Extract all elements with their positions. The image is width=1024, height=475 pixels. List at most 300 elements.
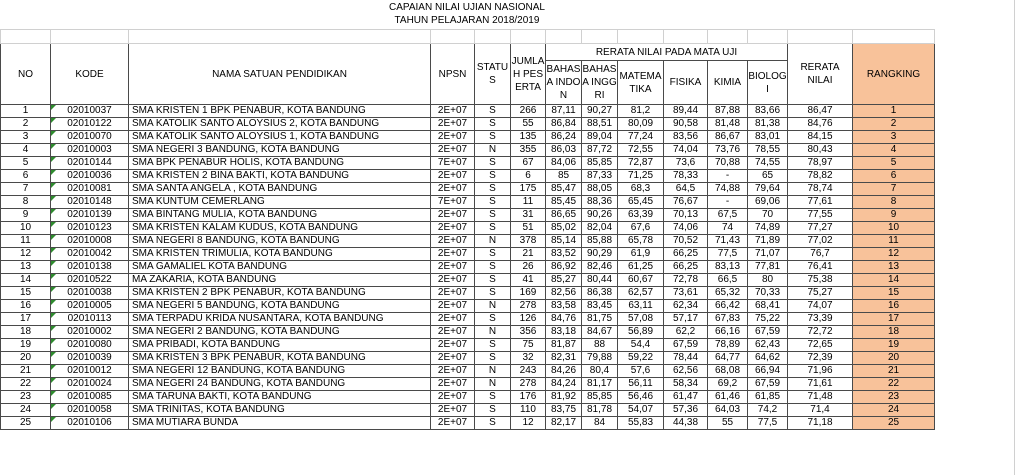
cell-rangking[interactable]: 7: [853, 183, 935, 196]
cell-status[interactable]: S: [475, 131, 511, 144]
cell-bahasa-inggris[interactable]: 84,67: [582, 326, 618, 339]
cell-no[interactable]: 10: [1, 222, 51, 235]
cell-no[interactable]: 20: [1, 352, 51, 365]
cell-nama[interactable]: SMA KRISTEN 1 BPK PENABUR, KOTA BANDUNG: [129, 105, 431, 118]
cell-no[interactable]: 4: [1, 144, 51, 157]
cell-bahasa-inggris[interactable]: 85,85: [582, 391, 618, 404]
cell-biologi[interactable]: 68,41: [748, 300, 788, 313]
cell-biologi[interactable]: 71,89: [748, 235, 788, 248]
cell-kode[interactable]: 02010012: [51, 365, 129, 378]
cell-biologi[interactable]: 70: [748, 209, 788, 222]
cell-kode[interactable]: 02010002: [51, 326, 129, 339]
table-row[interactable]: [1, 365, 935, 378]
cell-kode[interactable]: 02010024: [51, 378, 129, 391]
cell-matematika[interactable]: 54,4: [618, 339, 664, 352]
cell-jumlah[interactable]: 51: [511, 222, 546, 235]
cell-npsn[interactable]: 2E+07: [431, 313, 475, 326]
cell-kimia[interactable]: 65,32: [708, 287, 748, 300]
cell-bahasa-inggris[interactable]: 82,04: [582, 222, 618, 235]
cell-biologi[interactable]: 83,01: [748, 131, 788, 144]
cell-status[interactable]: N: [475, 300, 511, 313]
cell-fisika[interactable]: 72,78: [664, 274, 708, 287]
cell-no[interactable]: 6: [1, 170, 51, 183]
cell-npsn[interactable]: 2E+07: [431, 326, 475, 339]
cell-matematika[interactable]: 72,55: [618, 144, 664, 157]
cell-bahasa-indonesia[interactable]: 85,02: [546, 222, 582, 235]
cell-nama[interactable]: SMA SANTA ANGELA , KOTA BANDUNG: [129, 183, 431, 196]
table-row[interactable]: [1, 196, 935, 209]
header-kode[interactable]: KODE: [51, 44, 129, 105]
cell-bahasa-indonesia[interactable]: 83,18: [546, 326, 582, 339]
cell-kimia[interactable]: 70,88: [708, 157, 748, 170]
cell-npsn[interactable]: 2E+07: [431, 365, 475, 378]
table-row[interactable]: [1, 222, 935, 235]
cell-matematika[interactable]: 56,89: [618, 326, 664, 339]
cell-status[interactable]: S: [475, 183, 511, 196]
cell-bahasa-indonesia[interactable]: 82,56: [546, 287, 582, 300]
cell-nama[interactable]: SMA KRISTEN TRIMULIA, KOTA BANDUNG: [129, 248, 431, 261]
cell-bahasa-indonesia[interactable]: 86,03: [546, 144, 582, 157]
cell-bahasa-inggris[interactable]: 79,88: [582, 352, 618, 365]
cell-nama[interactable]: SMA KATOLIK SANTO ALOYSIUS 1, KOTA BANDUNG: [129, 131, 431, 144]
cell-biologi[interactable]: 74,55: [748, 157, 788, 170]
table-row[interactable]: [1, 183, 935, 196]
cell-bahasa-indonesia[interactable]: 86,84: [546, 118, 582, 131]
cell-biologi[interactable]: 61,85: [748, 391, 788, 404]
cell-no[interactable]: 1: [1, 105, 51, 118]
cell-bahasa-indonesia[interactable]: 82,17: [546, 417, 582, 430]
cell-bahasa-indonesia[interactable]: 81,87: [546, 339, 582, 352]
cell-bahasa-indonesia[interactable]: 85,14: [546, 235, 582, 248]
cell-kimia[interactable]: 86,67: [708, 131, 748, 144]
cell-bahasa-inggris[interactable]: 88: [582, 339, 618, 352]
cell-status[interactable]: S: [475, 209, 511, 222]
cell-bahasa-indonesia[interactable]: 84,24: [546, 378, 582, 391]
table-row[interactable]: [1, 391, 935, 404]
cell-kode[interactable]: 02010058: [51, 404, 129, 417]
cell-bahasa-inggris[interactable]: 88,36: [582, 196, 618, 209]
cell-bahasa-indonesia[interactable]: 84,26: [546, 365, 582, 378]
table-row[interactable]: [1, 209, 935, 222]
cell-fisika[interactable]: 90,58: [664, 118, 708, 131]
cell-npsn[interactable]: 2E+07: [431, 287, 475, 300]
cell-status[interactable]: S: [475, 417, 511, 430]
header-status[interactable]: STATUS: [475, 44, 511, 105]
cell-jumlah[interactable]: 175: [511, 183, 546, 196]
cell-rerata[interactable]: 78,82: [788, 170, 853, 183]
cell-bahasa-indonesia[interactable]: 81,92: [546, 391, 582, 404]
cell-matematika[interactable]: 56,11: [618, 378, 664, 391]
cell-kimia[interactable]: 55: [708, 417, 748, 430]
cell-bahasa-inggris[interactable]: 81,17: [582, 378, 618, 391]
cell-bahasa-indonesia[interactable]: 83,52: [546, 248, 582, 261]
cell-fisika[interactable]: 62,56: [664, 365, 708, 378]
table-row[interactable]: [1, 131, 935, 144]
cell-jumlah[interactable]: 41: [511, 274, 546, 287]
cell-kimia[interactable]: 64,77: [708, 352, 748, 365]
cell-bahasa-inggris[interactable]: 81,78: [582, 404, 618, 417]
header-rerata-nilai[interactable]: RERATA NILAI: [788, 44, 853, 105]
table-row[interactable]: [1, 170, 935, 183]
cell-npsn[interactable]: 2E+07: [431, 352, 475, 365]
cell-bahasa-indonesia[interactable]: 85,45: [546, 196, 582, 209]
cell-status[interactable]: S: [475, 287, 511, 300]
cell-npsn[interactable]: 2E+07: [431, 144, 475, 157]
cell-biologi[interactable]: 83,66: [748, 105, 788, 118]
cell-biologi[interactable]: 75,22: [748, 313, 788, 326]
cell-matematika[interactable]: 54,07: [618, 404, 664, 417]
cell-rerata[interactable]: 74,07: [788, 300, 853, 313]
header-bahasa-inggris[interactable]: BAHASA INGGRI: [582, 61, 618, 105]
cell-kimia[interactable]: 64,03: [708, 404, 748, 417]
cell-kode[interactable]: 02010122: [51, 118, 129, 131]
cell-status[interactable]: S: [475, 339, 511, 352]
cell-kode[interactable]: 02010005: [51, 300, 129, 313]
cell-kode[interactable]: 02010139: [51, 209, 129, 222]
cell-nama[interactable]: SMA BPK PENABUR HOLIS, KOTA BANDUNG: [129, 157, 431, 170]
cell-kode[interactable]: 02010008: [51, 235, 129, 248]
cell-fisika[interactable]: 61,47: [664, 391, 708, 404]
cell-npsn[interactable]: 7E+07: [431, 196, 475, 209]
cell-fisika[interactable]: 62,2: [664, 326, 708, 339]
cell-bahasa-inggris[interactable]: 85,88: [582, 235, 618, 248]
table-row[interactable]: [1, 157, 935, 170]
cell-no[interactable]: 17: [1, 313, 51, 326]
cell-rerata[interactable]: 72,39: [788, 352, 853, 365]
cell-bahasa-indonesia[interactable]: 85,27: [546, 274, 582, 287]
cell-rangking[interactable]: 20: [853, 352, 935, 365]
cell-jumlah[interactable]: 278: [511, 378, 546, 391]
cell-fisika[interactable]: 70,52: [664, 235, 708, 248]
cell-jumlah[interactable]: 11: [511, 196, 546, 209]
cell-bahasa-inggris[interactable]: 88,05: [582, 183, 618, 196]
cell-status[interactable]: S: [475, 118, 511, 131]
cell-fisika[interactable]: 58,34: [664, 378, 708, 391]
cell-npsn[interactable]: 2E+07: [431, 222, 475, 235]
table-row[interactable]: [1, 326, 935, 339]
cell-status[interactable]: N: [475, 326, 511, 339]
cell-status[interactable]: S: [475, 170, 511, 183]
cell-rerata[interactable]: 76,7: [788, 248, 853, 261]
cell-kimia[interactable]: 83,13: [708, 261, 748, 274]
cell-kode[interactable]: 02010106: [51, 417, 129, 430]
cell-nama[interactable]: SMA TRINITAS, KOTA BANDUNG: [129, 404, 431, 417]
cell-biologi[interactable]: 65: [748, 170, 788, 183]
cell-kimia[interactable]: 66,16: [708, 326, 748, 339]
cell-rerata[interactable]: 84,76: [788, 118, 853, 131]
cell-rerata[interactable]: 84,15: [788, 131, 853, 144]
cell-no[interactable]: 2: [1, 118, 51, 131]
cell-npsn[interactable]: 2E+07: [431, 391, 475, 404]
cell-rerata[interactable]: 75,38: [788, 274, 853, 287]
cell-biologi[interactable]: 81,38: [748, 118, 788, 131]
cell-jumlah[interactable]: 26: [511, 261, 546, 274]
cell-status[interactable]: N: [475, 365, 511, 378]
cell-npsn[interactable]: 2E+07: [431, 248, 475, 261]
header-matematika[interactable]: MATEMATIKA: [618, 61, 664, 105]
header-jumlah[interactable]: JUMLAH PESERTA: [511, 44, 546, 105]
cell-biologi[interactable]: 74,89: [748, 222, 788, 235]
cell-kimia[interactable]: 66,5: [708, 274, 748, 287]
cell-nama[interactable]: MA ZAKARIA, KOTA BANDUNG: [129, 274, 431, 287]
cell-rerata[interactable]: 71,61: [788, 378, 853, 391]
cell-bahasa-indonesia[interactable]: 86,24: [546, 131, 582, 144]
cell-kode[interactable]: 02010003: [51, 144, 129, 157]
cell-jumlah[interactable]: 110: [511, 404, 546, 417]
cell-jumlah[interactable]: 278: [511, 300, 546, 313]
cell-biologi[interactable]: 77,5: [748, 417, 788, 430]
table-row[interactable]: [1, 378, 935, 391]
cell-matematika[interactable]: 57,6: [618, 365, 664, 378]
table-row[interactable]: [1, 417, 935, 430]
cell-npsn[interactable]: 2E+07: [431, 235, 475, 248]
cell-status[interactable]: S: [475, 157, 511, 170]
cell-kimia[interactable]: 78,89: [708, 339, 748, 352]
cell-rangking[interactable]: 5: [853, 157, 935, 170]
cell-rerata[interactable]: 71,18: [788, 417, 853, 430]
cell-bahasa-indonesia[interactable]: 87,11: [546, 105, 582, 118]
cell-matematika[interactable]: 63,11: [618, 300, 664, 313]
cell-npsn[interactable]: 2E+07: [431, 339, 475, 352]
cell-kimia[interactable]: 67,5: [708, 209, 748, 222]
cell-no[interactable]: 14: [1, 274, 51, 287]
cell-bahasa-indonesia[interactable]: 85: [546, 170, 582, 183]
cell-matematika[interactable]: 77,24: [618, 131, 664, 144]
cell-nama[interactable]: SMA NEGERI 24 BANDUNG, KOTA BANDUNG: [129, 378, 431, 391]
cell-biologi[interactable]: 77,81: [748, 261, 788, 274]
cell-nama[interactable]: SMA TARUNA BAKTI, KOTA BANDUNG: [129, 391, 431, 404]
cell-bahasa-indonesia[interactable]: 86,92: [546, 261, 582, 274]
table-row[interactable]: [1, 248, 935, 261]
cell-matematika[interactable]: 59,22: [618, 352, 664, 365]
table-row[interactable]: [1, 352, 935, 365]
cell-npsn[interactable]: 2E+07: [431, 261, 475, 274]
cell-status[interactable]: N: [475, 235, 511, 248]
cell-kimia[interactable]: 81,48: [708, 118, 748, 131]
cell-bahasa-inggris[interactable]: 84: [582, 417, 618, 430]
cell-no[interactable]: 24: [1, 404, 51, 417]
cell-npsn[interactable]: 2E+07: [431, 209, 475, 222]
cell-jumlah[interactable]: 135: [511, 131, 546, 144]
cell-jumlah[interactable]: 266: [511, 105, 546, 118]
cell-rangking[interactable]: 10: [853, 222, 935, 235]
cell-rangking[interactable]: 23: [853, 391, 935, 404]
header-npsn[interactable]: NPSN: [431, 44, 475, 105]
cell-kode[interactable]: 02010042: [51, 248, 129, 261]
cell-matematika[interactable]: 63,39: [618, 209, 664, 222]
cell-kimia[interactable]: 61,46: [708, 391, 748, 404]
cell-kimia[interactable]: 66,42: [708, 300, 748, 313]
cell-no[interactable]: 25: [1, 417, 51, 430]
cell-rangking[interactable]: 21: [853, 365, 935, 378]
cell-kimia[interactable]: 74,88: [708, 183, 748, 196]
cell-fisika[interactable]: 83,56: [664, 131, 708, 144]
cell-rangking[interactable]: 15: [853, 287, 935, 300]
cell-bahasa-inggris[interactable]: 83,45: [582, 300, 618, 313]
cell-status[interactable]: S: [475, 391, 511, 404]
cell-fisika[interactable]: 62,34: [664, 300, 708, 313]
cell-status[interactable]: S: [475, 404, 511, 417]
table-row[interactable]: [1, 274, 935, 287]
cell-fisika[interactable]: 44,38: [664, 417, 708, 430]
cell-nama[interactable]: SMA NEGERI 12 BANDUNG, KOTA BANDUNG: [129, 365, 431, 378]
cell-rangking[interactable]: 17: [853, 313, 935, 326]
cell-bahasa-indonesia[interactable]: 85,47: [546, 183, 582, 196]
cell-biologi[interactable]: 79,64: [748, 183, 788, 196]
cell-fisika[interactable]: 64,5: [664, 183, 708, 196]
cell-npsn[interactable]: 2E+07: [431, 378, 475, 391]
cell-rerata[interactable]: 77,27: [788, 222, 853, 235]
cell-biologi[interactable]: 64,62: [748, 352, 788, 365]
cell-bahasa-indonesia[interactable]: 84,06: [546, 157, 582, 170]
cell-matematika[interactable]: 72,87: [618, 157, 664, 170]
table-row[interactable]: [1, 144, 935, 157]
cell-kode[interactable]: 02010070: [51, 131, 129, 144]
cell-status[interactable]: S: [475, 274, 511, 287]
cell-rerata[interactable]: 71,96: [788, 365, 853, 378]
cell-nama[interactable]: SMA KRISTEN KALAM KUDUS, KOTA BANDUNG: [129, 222, 431, 235]
cell-no[interactable]: 9: [1, 209, 51, 222]
cell-no[interactable]: 5: [1, 157, 51, 170]
cell-rerata[interactable]: 86,47: [788, 105, 853, 118]
table-row[interactable]: [1, 339, 935, 352]
cell-rangking[interactable]: 4: [853, 144, 935, 157]
cell-bahasa-inggris[interactable]: 87,72: [582, 144, 618, 157]
table-row[interactable]: [1, 118, 935, 131]
cell-fisika[interactable]: 74,04: [664, 144, 708, 157]
table-row[interactable]: [1, 261, 935, 274]
cell-rangking[interactable]: 8: [853, 196, 935, 209]
cell-kimia[interactable]: 77,5: [708, 248, 748, 261]
cell-npsn[interactable]: 2E+07: [431, 404, 475, 417]
cell-no[interactable]: 21: [1, 365, 51, 378]
cell-nama[interactable]: SMA NEGERI 8 BANDUNG, KOTA BANDUNG: [129, 235, 431, 248]
header-fisika[interactable]: FISIKA: [664, 61, 708, 105]
cell-rerata[interactable]: 80,43: [788, 144, 853, 157]
cell-npsn[interactable]: 2E+07: [431, 105, 475, 118]
cell-no[interactable]: 23: [1, 391, 51, 404]
cell-biologi[interactable]: 74,2: [748, 404, 788, 417]
cell-no[interactable]: 19: [1, 339, 51, 352]
cell-rerata[interactable]: 71,4: [788, 404, 853, 417]
cell-bahasa-indonesia[interactable]: 82,31: [546, 352, 582, 365]
cell-matematika[interactable]: 61,9: [618, 248, 664, 261]
cell-rerata[interactable]: 78,74: [788, 183, 853, 196]
cell-npsn[interactable]: 2E+07: [431, 300, 475, 313]
cell-status[interactable]: S: [475, 248, 511, 261]
header-rangking[interactable]: RANGKING: [853, 44, 935, 105]
table-row[interactable]: [1, 300, 935, 313]
cell-nama[interactable]: SMA PRIBADI, KOTA BANDUNG: [129, 339, 431, 352]
cell-rerata[interactable]: 71,48: [788, 391, 853, 404]
cell-bahasa-inggris[interactable]: 80,4: [582, 365, 618, 378]
cell-kode[interactable]: 02010113: [51, 313, 129, 326]
cell-kode[interactable]: 02010144: [51, 157, 129, 170]
cell-bahasa-inggris[interactable]: 90,26: [582, 209, 618, 222]
cell-kimia[interactable]: 67,83: [708, 313, 748, 326]
cell-nama[interactable]: SMA KRISTEN 2 BINA BAKTI, KOTA BANDUNG: [129, 170, 431, 183]
cell-kimia[interactable]: 74: [708, 222, 748, 235]
cell-matematika[interactable]: 65,45: [618, 196, 664, 209]
cell-rangking[interactable]: 25: [853, 417, 935, 430]
cell-rangking[interactable]: 9: [853, 209, 935, 222]
cell-npsn[interactable]: 2E+07: [431, 118, 475, 131]
cell-biologi[interactable]: 69,06: [748, 196, 788, 209]
cell-jumlah[interactable]: 12: [511, 417, 546, 430]
cell-fisika[interactable]: 78,33: [664, 170, 708, 183]
table-row[interactable]: [1, 105, 935, 118]
cell-rangking[interactable]: 11: [853, 235, 935, 248]
cell-biologi[interactable]: 67,59: [748, 378, 788, 391]
cell-biologi[interactable]: 62,43: [748, 339, 788, 352]
cell-rerata[interactable]: 73,39: [788, 313, 853, 326]
cell-fisika[interactable]: 66,25: [664, 261, 708, 274]
header-biologi[interactable]: BIOLOGI: [748, 61, 788, 105]
cell-matematika[interactable]: 81,2: [618, 105, 664, 118]
cell-bahasa-indonesia[interactable]: 86,65: [546, 209, 582, 222]
cell-kode[interactable]: 02010039: [51, 352, 129, 365]
cell-no[interactable]: 13: [1, 261, 51, 274]
cell-nama[interactable]: SMA NEGERI 3 BANDUNG, KOTA BANDUNG: [129, 144, 431, 157]
cell-no[interactable]: 11: [1, 235, 51, 248]
cell-kimia[interactable]: -: [708, 170, 748, 183]
cell-matematika[interactable]: 60,67: [618, 274, 664, 287]
cell-nama[interactable]: SMA NEGERI 5 BANDUNG, KOTA BANDUNG: [129, 300, 431, 313]
cell-status[interactable]: S: [475, 352, 511, 365]
cell-rangking[interactable]: 19: [853, 339, 935, 352]
cell-no[interactable]: 8: [1, 196, 51, 209]
cell-no[interactable]: 18: [1, 326, 51, 339]
cell-status[interactable]: N: [475, 378, 511, 391]
cell-bahasa-inggris[interactable]: 85,85: [582, 157, 618, 170]
cell-fisika[interactable]: 73,61: [664, 287, 708, 300]
cell-rerata[interactable]: 77,02: [788, 235, 853, 248]
cell-no[interactable]: 16: [1, 300, 51, 313]
cell-rangking[interactable]: 3: [853, 131, 935, 144]
cell-fisika[interactable]: 76,67: [664, 196, 708, 209]
cell-kimia[interactable]: 68,08: [708, 365, 748, 378]
cell-kode[interactable]: 02010123: [51, 222, 129, 235]
cell-kode[interactable]: 02010036: [51, 170, 129, 183]
cell-jumlah[interactable]: 75: [511, 339, 546, 352]
cell-jumlah[interactable]: 32: [511, 352, 546, 365]
cell-npsn[interactable]: 2E+07: [431, 417, 475, 430]
header-kimia[interactable]: KIMIA: [708, 61, 748, 105]
cell-nama[interactable]: SMA KATOLIK SANTO ALOYSIUS 2, KOTA BANDUNG: [129, 118, 431, 131]
cell-nama[interactable]: SMA MUTIARA BUNDA: [129, 417, 431, 430]
cell-jumlah[interactable]: 378: [511, 235, 546, 248]
cell-status[interactable]: N: [475, 144, 511, 157]
cell-nama[interactable]: SMA TERPADU KRIDA NUSANTARA, KOTA BANDUNG: [129, 313, 431, 326]
cell-rangking[interactable]: 2: [853, 118, 935, 131]
cell-matematika[interactable]: 65,78: [618, 235, 664, 248]
cell-npsn[interactable]: 2E+07: [431, 183, 475, 196]
cell-no[interactable]: 15: [1, 287, 51, 300]
cell-nama[interactable]: SMA KUNTUM CEMERLANG: [129, 196, 431, 209]
cell-kode[interactable]: 02010148: [51, 196, 129, 209]
cell-status[interactable]: S: [475, 105, 511, 118]
cell-matematika[interactable]: 55,83: [618, 417, 664, 430]
cell-biologi[interactable]: 66,94: [748, 365, 788, 378]
cell-rerata[interactable]: 75,27: [788, 287, 853, 300]
cell-nama[interactable]: SMA KRISTEN 3 BPK PENABUR, KOTA BANDUNG: [129, 352, 431, 365]
cell-bahasa-indonesia[interactable]: 84,76: [546, 313, 582, 326]
table-row[interactable]: [1, 287, 935, 300]
cell-kimia[interactable]: -: [708, 196, 748, 209]
cell-no[interactable]: 3: [1, 131, 51, 144]
cell-matematika[interactable]: 68,3: [618, 183, 664, 196]
cell-jumlah[interactable]: 6: [511, 170, 546, 183]
